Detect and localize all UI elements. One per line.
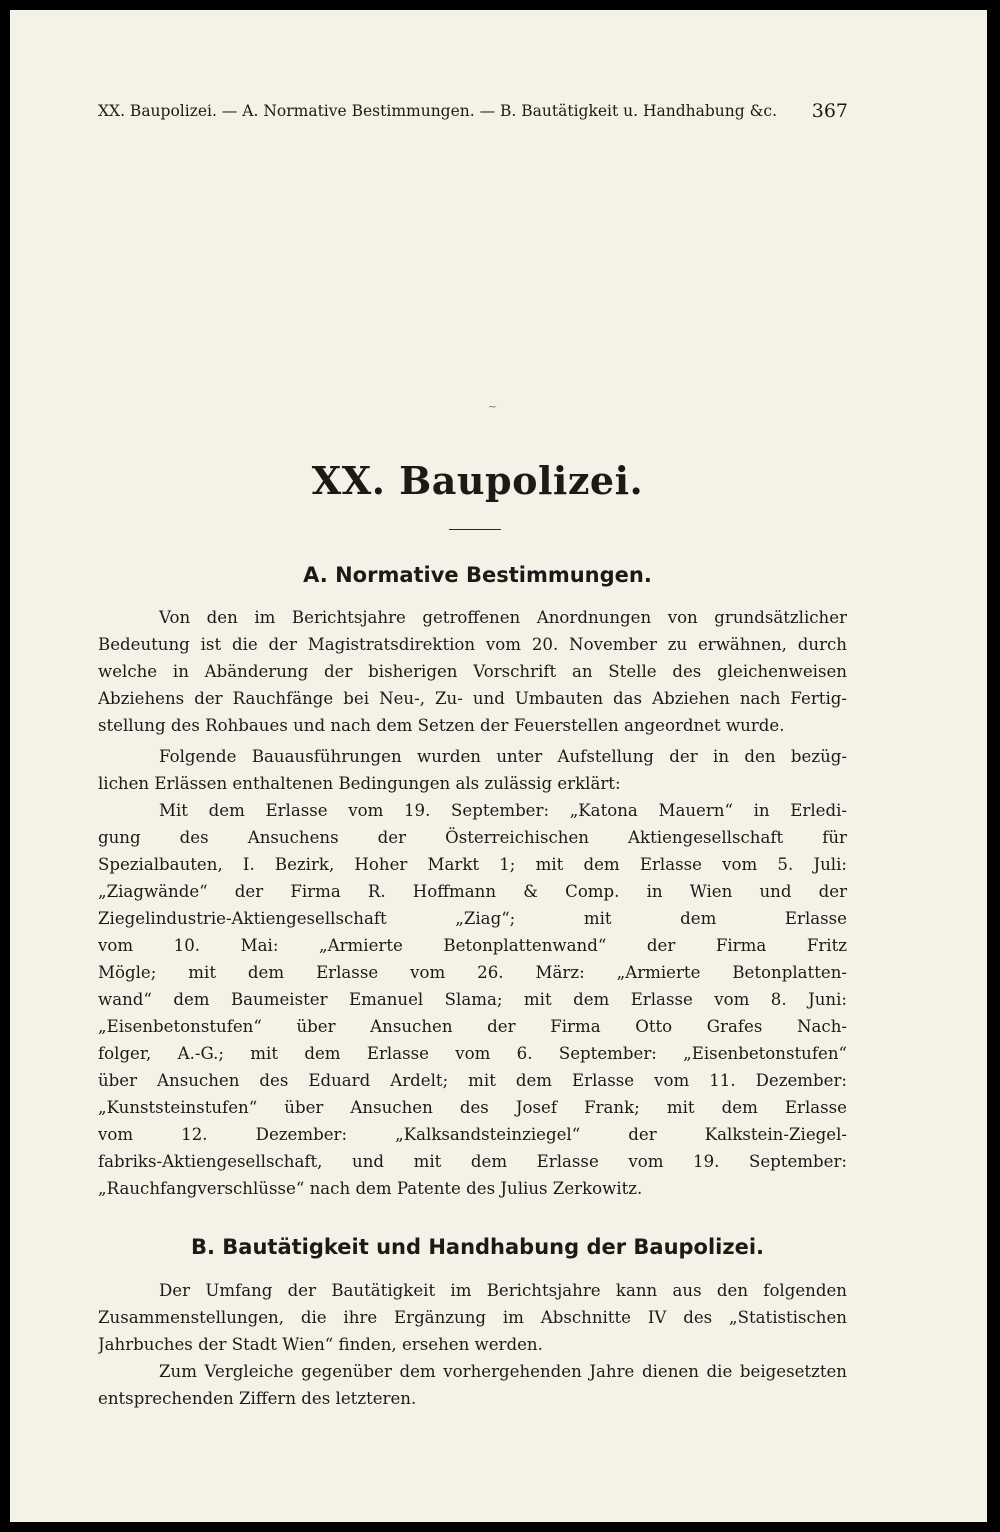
section-b-paragraph-2 (98, 1358, 847, 1412)
text-line: Spezialbauten, I. Bezirk, Hoher Markt 1; mit dem Erlasse vom 5. Juli: (98, 855, 847, 874)
text-line: Der Umfang der Bautätigkeit im Berichtsjahre kann aus den folgenden (159, 1281, 847, 1300)
text-line: Bedeutung ist die der Magistratsdirektion vom 20. November zu erwähnen, durch (98, 635, 847, 654)
running-head (98, 98, 848, 124)
text-line: „Kunststeinstufen“ über Ansuchen des Josef Frank; mit dem Erlasse (98, 1098, 847, 1117)
section-a-paragraph-3 (98, 797, 847, 1202)
text-line: „Eisenbetonstufen“ über Ansuchen der Firma Otto Grafes Nach- (98, 1017, 847, 1036)
text-line: lichen Erlässen enthaltenen Bedingungen als zulässig erklärt: (98, 774, 621, 793)
text-line: Zum Vergleiche gegenüber dem vorhergehenden Jahre dienen die beigesetzten (159, 1362, 847, 1381)
section-a-paragraph-1 (98, 604, 847, 739)
text-line: Ziegelindustrie-Aktiengesellschaft „Ziag“; mit dem Erlasse (98, 909, 847, 928)
text-line: stellung des Rohbaues und nach dem Setzen der Feuerstellen angeordnet wurde. (98, 716, 785, 735)
text-line: über Ansuchen des Eduard Ardelt; mit dem Erlasse vom 11. Dezember: (98, 1071, 847, 1090)
text-line: Von den im Berichtsjahre getroffenen Anordnungen von grundsätzlicher (159, 608, 847, 627)
running-head-title: XX. Baupolizei. — A. Normative Bestimmungen. — B. Bautätigkeit u. Handhabung &c. (98, 102, 778, 120)
text-line: wand“ dem Baumeister Emanuel Slama; mit dem Erlasse vom 8. Juni: (98, 990, 847, 1009)
document-page (10, 10, 987, 1522)
text-line: Mit dem Erlasse vom 19. September: „Katona Mauern“ in Erledi- (159, 801, 847, 820)
ornament-mark: ~ (488, 400, 498, 413)
text-line: fabriks-Aktiengesellschaft, und mit dem Erlasse vom 19. September: (98, 1152, 847, 1171)
text-line: Jahrbuches der Stadt Wien“ finden, ersehen werden. (98, 1335, 543, 1354)
text-line: „Rauchfangverschlüsse“ nach dem Patente des Julius Zerkowitz. (98, 1179, 643, 1198)
text-line: Mögle; mit dem Erlasse vom 26. März: „Armierte Betonplatten- (98, 963, 847, 982)
text-line: Zusammenstellungen, die ihre Ergänzung im Abschnitte IV des „Statistischen (98, 1308, 847, 1327)
text-line: „Ziagwände“ der Firma R. Hoffmann & Comp. in Wien und der (98, 882, 847, 901)
text-line: vom 10. Mai: „Armierte Betonplattenwand“ der Firma Fritz (98, 936, 847, 955)
chapter-title: XX. Baupolizei. (311, 458, 644, 503)
page-number: 367 (811, 100, 848, 122)
text-line: Folgende Bauausführungen wurden unter Aufstellung der in den bezüg- (159, 747, 847, 766)
section-b-paragraph-1 (98, 1277, 847, 1358)
text-line: welche in Abänderung der bisherigen Vorschrift an Stelle des gleichenweisen (98, 662, 847, 681)
title-rule (449, 529, 501, 530)
section-a-heading: A. Normative Bestimmungen. (303, 563, 652, 587)
text-line: entsprechenden Ziffern des letzteren. (98, 1389, 417, 1408)
text-line: gung des Ansuchens der Österreichischen Aktiengesellschaft für (98, 828, 847, 847)
text-line: folger, A.-G.; mit dem Erlasse vom 6. September: „Eisenbetonstufen“ (98, 1044, 847, 1063)
text-line: vom 12. Dezember: „Kalksandsteinziegel“ der Kalkstein-Ziegel- (98, 1125, 847, 1144)
section-a-paragraph-2 (98, 743, 847, 797)
text-line: Abziehens der Rauchfänge bei Neu-, Zu- und Umbauten das Abziehen nach Fertig- (98, 689, 847, 708)
section-b-heading: B. Bautätigkeit und Handhabung der Baupolizei. (190, 1235, 765, 1259)
